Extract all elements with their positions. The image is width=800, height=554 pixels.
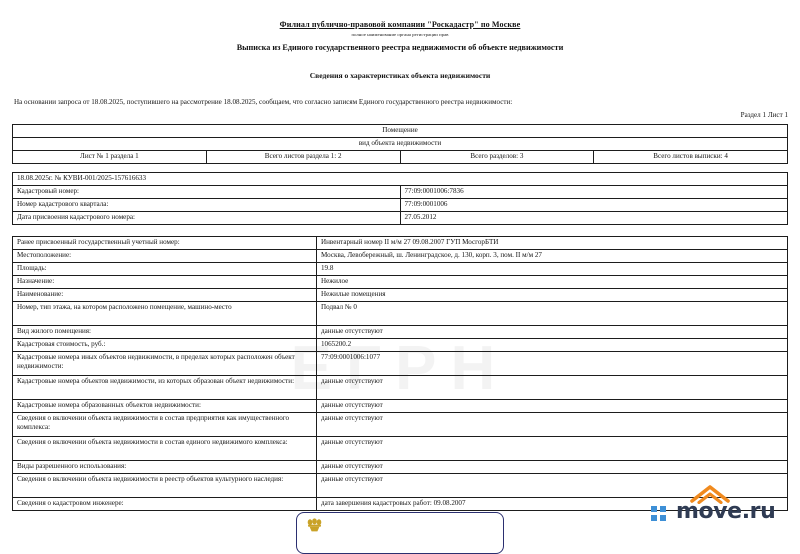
registration-authority-name: Филиал публично-правовой компании "Роскадастр" по Москве (279, 20, 521, 29)
table-row (13, 199, 788, 212)
table-row (13, 461, 788, 474)
dot-grid-icon (650, 505, 670, 525)
sheet-reference: Раздел 1 Лист 1 (740, 111, 788, 120)
table-row (13, 352, 788, 376)
row-value: 77:09:0001006 (400, 199, 788, 212)
row-value: данные отсутствуют (317, 376, 788, 400)
table-row (13, 289, 788, 302)
table-row (13, 326, 788, 339)
row-value: данные отсутствуют (317, 413, 788, 437)
object-type-cell: Помещение (13, 125, 788, 138)
table-row (13, 276, 788, 289)
row-label: Кадастровые номера объектов недвижимости, из которых образован объект недвижимости: (13, 376, 317, 400)
cadastral-number-table (12, 172, 788, 225)
table-row (13, 302, 788, 326)
table-row (13, 138, 788, 151)
row-value: Нежилое (317, 276, 788, 289)
row-label: Сведения о включении объекта недвижимости в состав предприятия как имущественного комплекса: (13, 413, 317, 437)
table-row (13, 212, 788, 225)
row-label: Дата присвоения кадастрового номера: (13, 212, 401, 225)
row-value: 1065200.2 (317, 339, 788, 352)
table-row (13, 437, 788, 461)
table-row (13, 413, 788, 437)
row-value: данные отсутствуют (317, 326, 788, 339)
row-value: Подвал № 0 (317, 302, 788, 326)
move-ru-logo-text: move.ru (676, 499, 776, 524)
row-label: Сведения о включении объекта недвижимости в реестр объектов культурного наследия: (13, 474, 317, 498)
row-value: Инвентарный номер II м/м 27 09.08.2007 ГУП МосгорБТИ (317, 237, 788, 250)
row-label: Кадастровые номера иных объектов недвижимости, в пределах которых расположен объект недвижимости: (13, 352, 317, 376)
section-title: Сведения о характеристиках объекта недвижимости (309, 71, 491, 81)
row-value: данные отсутствуют (317, 400, 788, 413)
row-value: Нежилые помещения (317, 289, 788, 302)
row-value: 77:09:0001006:1077 (317, 352, 788, 376)
row-label: Вид жилого помещения: (13, 326, 317, 339)
table-row (13, 186, 788, 199)
row-label: Местоположение: (13, 250, 317, 263)
row-label: Ранее присвоенный государственный учетный номер: (13, 237, 317, 250)
row-label: Номер кадастрового квартала: (13, 199, 401, 212)
row-value: дата завершения кадастровых работ: 09.08.2007 (317, 498, 788, 511)
row-value: 77:09:0001006:7836 (400, 186, 788, 199)
document-header (0, 20, 800, 81)
row-label: Кадастровая стоимость, руб.: (13, 339, 317, 352)
object-type-caption-cell: вид объекта недвижимости (13, 138, 788, 151)
table-row (13, 237, 788, 250)
table-row (13, 400, 788, 413)
row-label: Назначение: (13, 276, 317, 289)
table-row (13, 125, 788, 138)
table-row (13, 376, 788, 400)
row-label: Наименование: (13, 289, 317, 302)
row-label: Номер, тип этажа, на котором расположено помещение, машино-место (13, 302, 317, 326)
row-label: Кадастровый номер: (13, 186, 401, 199)
table-row (13, 173, 788, 186)
total-sheets-extract-cell: Всего листов выписки: 4 (594, 151, 788, 164)
total-sheets-section-cell: Всего листов раздела 1: 2 (206, 151, 400, 164)
row-value: данные отсутствуют (317, 474, 788, 498)
document-title: Выписка из Единого государственного реестра недвижимости об объекте недвижимости (236, 42, 564, 52)
table-row (13, 250, 788, 263)
row-label: Сведения о кадастровом инженере: (13, 498, 317, 511)
move-ru-logo (648, 484, 796, 528)
request-basis-text: На основании запроса от 18.08.2025, поступившего на рассмотрение 18.08.2025, сообщаем, что согласно записям Единого государственного реестра недвижимости: (14, 97, 513, 106)
row-value: 19.8 (317, 263, 788, 276)
row-label: Площадь: (13, 263, 317, 276)
table-row (13, 151, 788, 164)
sheet-of-section-cell: Лист № 1 раздела 1 (13, 151, 207, 164)
row-value: Москва, Левобережный, ш. Ленинградское, д. 130, корп. 3, пом. II м/м 27 (317, 250, 788, 263)
row-value: данные отсутствуют (317, 437, 788, 461)
extract-date-number-cell: 18.08.2025г. № КУВИ-001/2025-157616633 (13, 173, 788, 186)
row-label: Кадастровые номера образованных объектов недвижимости: (13, 400, 317, 413)
object-header-table (12, 124, 788, 164)
row-label: Сведения о включении объекта недвижимости в состав единого недвижимого комплекса: (13, 437, 317, 461)
object-characteristics-table (12, 236, 788, 511)
row-value: данные отсутствуют (317, 461, 788, 474)
registration-authority-caption: полное наименование органа регистрации прав (351, 32, 449, 38)
row-value: 27.05.2012 (400, 212, 788, 225)
total-sections-cell: Всего разделов: 3 (400, 151, 594, 164)
table-row (13, 339, 788, 352)
table-row (13, 263, 788, 276)
row-label: Виды разрешенного использования: (13, 461, 317, 474)
digital-signature-stamp (296, 512, 504, 554)
